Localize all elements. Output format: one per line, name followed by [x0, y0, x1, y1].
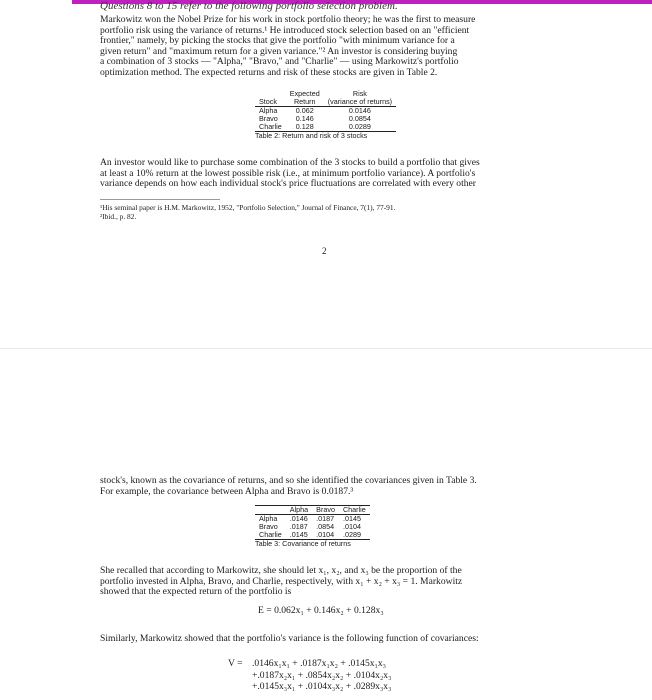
footnote-1: ¹His seminal paper is H.M. Markowitz, 1952, "Portfolio Selection," Journal of Finance, 7(1), 77-91. — [100, 203, 396, 212]
variance-intro: Similarly, Markowitz showed that the portfolio's variance is the following function of covariances: — [100, 633, 479, 644]
col-risk-bottom: (variance of returns) — [327, 97, 393, 106]
second-paragraph: An investor would like to purchase some combination of the 3 stocks to build a portfolio that gives at least a 10% return at the lowest possible risk (i.e., at minimum portfolio variance). A portfolio's variance depends on how each individual stock's price fluctuations are correlated with every other — [100, 157, 480, 190]
table-row: Bravo 0.146 0.0854 — [259, 114, 371, 123]
table-3-caption: Table 3: Covariance of returns — [255, 539, 351, 548]
table-row: Bravo .0187 .0854 .0104 — [259, 522, 361, 531]
footnote-2: ²Ibid., p. 82. — [100, 212, 137, 221]
expected-return-equation: E = 0.062x₁ + 0.146x₂ + 0.128x₃ — [258, 605, 384, 616]
col-return-top: Expected — [289, 89, 320, 98]
page-number: 2 — [322, 246, 327, 256]
footnotes — [100, 203, 555, 221]
section-header: Questions 8 to 15 refer to the following portfolio selection problem. — [100, 0, 398, 12]
page-1 — [0, 0, 652, 348]
col-charlie: Charlie — [339, 506, 370, 515]
col-bravo: Bravo — [312, 506, 339, 515]
intro-paragraph: Markowitz won the Nobel Prize for his work in stock portfolio theory; he was the first to measure portfolio risk using the variance of returns.¹ He introduced stock selection based on an "efficient frontier," namely, by picking the stocks that give the portfolio "with minimum variance for a given return" and "maximum return for a given variance."² An investor is considering buying a combination of 3 stocks — "Alpha," "Bravo," and "Charlie" — using Markowitz's portfolio optimization method. The expected returns and risk of these stocks are given in Table 2. — [100, 14, 476, 78]
table-row: Charlie 0.128 0.0289 — [255, 123, 396, 132]
col-return-bottom: Return — [293, 97, 316, 106]
table-2 — [255, 90, 396, 140]
variance-lhs: V = — [228, 658, 243, 669]
table-row: Alpha 0.062 0.0146 — [255, 107, 396, 116]
col-alpha: Alpha — [286, 506, 312, 515]
table-row: Alpha .0146 .0187 .0145 — [259, 514, 361, 523]
col-risk-top: Risk — [352, 89, 367, 98]
covariance-paragraph: stock's, known as the covariance of returns, and so she identified the covariances given in Table 3. For example, the covariance between Alpha and Bravo is 0.0187.³ — [100, 475, 477, 497]
footnote-rule — [100, 199, 220, 200]
table-2-caption: Table 2: Return and risk of 3 stocks — [255, 131, 368, 140]
table-3 — [255, 505, 370, 548]
recall-paragraph: She recalled that according to Markowitz, she should let x₁, x₂, and x₃ be the proportion of the portfolio invested in Alpha, Bravo, and Charlie, respectively, with x₁ + x₂ + x₃ = 1. Markowitz showed that the expected return of the portfolio is — [100, 565, 463, 598]
col-stock: Stock — [259, 97, 277, 106]
table-row: Charlie .0145 .0104 .0289 — [255, 531, 370, 540]
variance-equation: .0146x₁x₁ + .0187x₁x₂ + .0145x₁x₃ +.0187x₂x₁ + .0854x₂x₂ + .0104x₂x₃ +.0145x₃x₁ + .0104x₃x₂ + .0289x₃x₃ — [252, 658, 392, 692]
page-gap — [0, 348, 652, 459]
